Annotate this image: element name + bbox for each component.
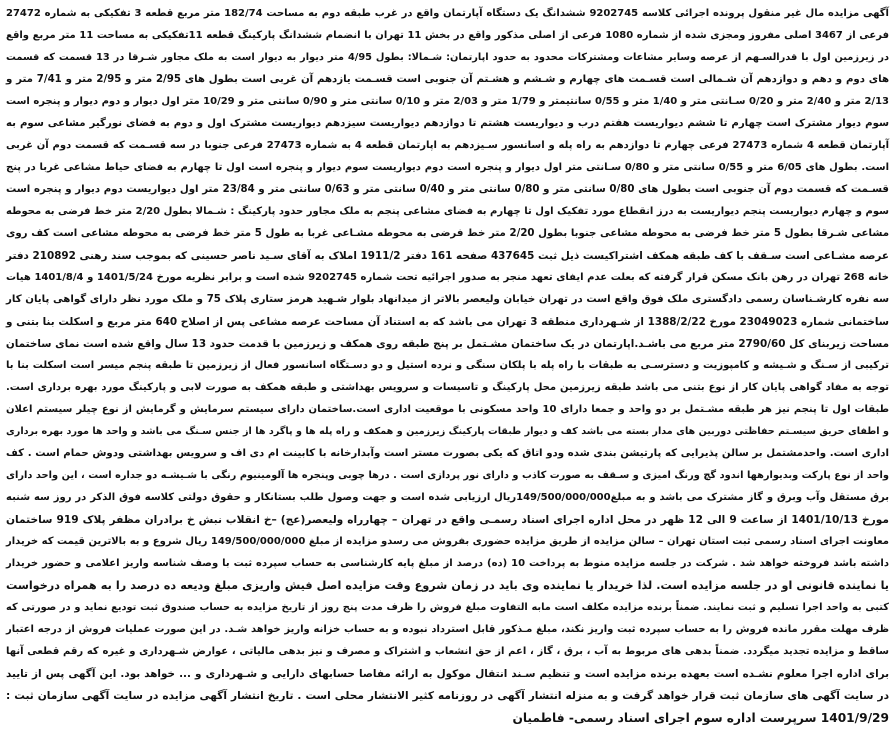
- notice-line: 1401/9/29 سرپرست اداره سوم اجرای اسناد رسمی- فاطمیان: [512, 711, 889, 725]
- notice-line: برق مستقل وآب وبرق و گاز مشترک می باشد و به مبلغ149/500/000/000ریال ارزیابی شده است و جهت وصول طلب بستانکار و حقوق دولتی کلاسه فوق الذکر در روز سه شنبه: [6, 492, 890, 503]
- notice-line: مورخ 1401/10/13 از ساعت 9 الی 12 ظهر در محل اداره اجرای اسناد رسمـی واقع در تهران – چهارراه ولیعصر(عج) –خ انقلاب نبش خ برادران مظفر پلاک 919 ساختمان: [6, 514, 889, 526]
- notice-line: معاونت اجرای اسناد رسمی ثبت استان تهران – سالن مزایده از طریق مزایده حضوری بفروش می رسدو مزایده از مبلغ 149/500/000/000 ریال شروع و به بالاترین قیمت که خریدار: [6, 536, 890, 547]
- notice-line: مشاعی شـرقا بطول 5 متر خط فرضی به محوطه مشاعی جنوبا بطول 2/20 متر خط فرضی به محوطه مشـاعی غربا به طول 5 متر خط فرضی به محوطه مشاعی است کف روی: [6, 228, 889, 239]
- notice-line: سوم دیوار مشترک است چهارم تا ششم دیواریست هفتم درب و دیواریست هشتم تا دوازدهم دیواریست سیزدهم دیواریست مشترک اول و دوم به فضای نورگیر مشاعی سوم به: [6, 118, 889, 129]
- notice-line: اداری است. واحدمشتمل بر سالن پذیرایی که پارتیشن بندی شده ودو اتاق که یکی بصورت مستر است وآبدارخانه با کابینت ام دی اف و سرویس بهداشتی ودوش حمام است . کف: [6, 448, 889, 459]
- notice-line: قسـمت که قسمت دوم آن جنوبی است بطول های 0/80 سانتی متر و 0/80 سانتی متر و 0/40 سانتی متر و 0/63 سانتی متر و 23/84 متر اول دیواریست دوم دیوار و پنجره است: [6, 184, 889, 195]
- notice-line: عرصه مشـاعی است سـقف با کف طبقه همکف اشتراکیست ذیل ثبت 437645 صفحه 161 دفتر 1911/2 املاک به آقای سـید ناصر حسینی که بموجب سند رهنی 210892 دفتر: [6, 250, 889, 262]
- notice-line: ساقط و مزایده تجدید میگردد. ضمناً بدهی های مربوط به آب ، برق ، گاز ، اعم از حق انشعاب و اشتراک و مصرف و نیز بدهی مالیاتی ، عوارض شـهرداری و غیره که رقم قطعی آنها: [6, 646, 889, 657]
- notice-line: ساختمانی شماره 23049023 مورخ 1388/2/22 از شـهرداری منطقه 3 تهران می باشد که به استناد آن مساحت عرصه مشاعی پس از اصلاح 640 متر مربع و اسکلت بنا بتنی و: [6, 316, 889, 328]
- notice-line: ظرف مهلت مقرر مانده فروش را به حساب سپرده ثبت واریز نکند، مبلغ مـذکور قابل استرداد نبوده و به حساب خزانه واریز خواهد شـد. در این صورت عملیات فروش از درجه اعتبار: [6, 624, 889, 635]
- notice-line: مساحت زیربنای کل 2790/60 متر مربع می باشـد.اپارتمان در یک ساختمان مشـتمل بر پنج طبقه روی همکف و زیرزمین با قدمت حدود 13 سال واقع شده است نمای ساختمان: [5, 338, 889, 350]
- notice-line: و اطفای حریق سیسـتم حفاظتی دوربین های مدار بسته می باشد کف و دیوار طبقات پارکینگ زیرزمین و همکف و راه پله ها و پاگرد ها از جنس سـنگ می باشد و واحد ها مورد بهره برداری: [6, 426, 889, 437]
- notice-line: آگهی مزایده مال غیر منقول پرونده اجرائی کلاسه 9202745 ششدانگ یک دستگاه آپارتمان واقع در غرب طبقه دوم به مساحت 182/74 متر مربع قطعه 3 تفکیکی به شماره 27472: [6, 8, 889, 19]
- notice-line: های دوم و دهم و دوازدهم آن شـمالی است قسـمت های چهارم و شـشم و هشـتم آن جنوبی است قسـمت یازدهم آن غربی است بطول های 2/95 متر و 2/95 متر و 7/41 متر و: [6, 74, 890, 85]
- notice-line: توجه به مفاد گواهی پایان کار از نوع بتنی می باشد طبقه زیرزمین محل پارکینگ و تاسیسات و سرویس بهداشتی و طبقه همکف به صورت لابی و پارکینگ مورد بهره برداری است.: [6, 382, 889, 393]
- notice-line: کتبی به واحد اجرا تسلیم و ثبت نمایند. ضمناً برنده مزایده مکلف است مابه التفاوت مبلغ فروش را ظرف مدت پنج روز از تاریخ مزایده به حساب صندوق ثبت تودیع نماید و در صورتی که: [6, 602, 889, 613]
- notice-line: سه نفره کارشـناسان رسمی دادگستری ملک فوق واقع است در تهران خیابان ولیعصر بالاتر از میدانهاد بلوار شـهید هرمز ستاری پلاک 75 و ملک مورد نظر دارای گواهی پایان کار: [6, 294, 889, 305]
- notice-line: 2/13 متر و 2/40 متر و 0/20 سـانتی متر و 1/40 متر و 0/55 سانتیمتر و 1/79 متر و 2/03 متر و 0/10 سانتی متر و 0/90 سانتی متر و 10/29 متر اول دیوار و دوم دیوار و پنجره است: [6, 96, 889, 107]
- notice-line: یا نماینده قانونی او در جلسه مزایده است. لذا خریدار یا نماینده وی باید در زمان شروع وقت مزایده اصل فیش واریزی مبلغ ودیعه ده درصد را به همراه درخواست: [6, 579, 889, 592]
- notice-line: آپارتمان قطعه 4 شماره 27473 فرعی چهارم تا دوازدهم به راه پله و اسانسور سـیزدهم به اپارتمان قطعه 4 به شماره 27473 فرعی جنوبا در سه قسـمت که قسمت دوم آن غربی: [6, 140, 890, 151]
- notice-line: است. بطول های 6/05 متر و 0/55 سانتی متر و 0/80 سـانتی متر اول دیوار و پنجره است دوم دیواریست سوم دیوار و پنجره است اول تا چهارم به فضای حیاط مشاعی غربا در پنج: [6, 162, 890, 173]
- notice-line: داشته باشد فروخته خواهد شد . شرکت در جلسه مزایده منوط به پرداخت 10 (ده) درصد از مبلغ پایه کارشناسی به حساب سپرده ثبت با وصف شناسه واریز اعلامی و حضور خریدار: [6, 558, 889, 569]
- notice-line: فرعی از 3467 اصلی مفروز ومجزی شده از شماره 1080 فرعی از اصلی مذکور واقع در بخش 11 تهران با انضمام ششدانگ پارکینگ قطعه 11تفکیکی به مساحت 11 متر مربع واقع: [6, 30, 889, 41]
- notice-line: خانه 268 تهران در رهن بانک مسکن قرار گرفته که بعلت عدم ایفای تعهد منجر به صدور اجرائیه تحت شماره 9202745 شده است و برابر نظریه مورخ 1401/5/24 و 1401/8/4 هیات: [6, 272, 889, 283]
- notice-line: در زیرزمین اول با قدرالسـهم از عرصه وسایر مشاعات ومشترکات محدود به حدود اپارتمان: شـمالا: بطول 4/95 متر دیوار به دیوار است به ملک مجاور شـرقا در 13 قسمت که قسمت: [6, 52, 889, 63]
- auction-notice: [5, 3, 890, 725]
- notice-line: واحد از نوع پارکت وبدیوارهها اندود گچ ورنگ امیزی و سـقف به صورت کاذب و دارای نور پردازی است . درها چوبی وپنجره ها آلومینیوم رنگی با شـیشـه دو جداره است ، این واحد دارای: [6, 470, 889, 481]
- notice-line: ترکیبی از سـنگ و شـیشه و کامپوزیت و دسترسـی به طبقات با راه پله با پلکان سنگی و نرده استیل و دو دسـتگاه اسانسور فعال از زیرزمین تا طبقه پنجم میسر است اسکلت بنا با: [6, 360, 889, 371]
- notice-line: سوم و چهارم دیواریست پنجم دیواریست به درز انقطاع مورد تفکیک اول تا چهارم به فضای مشاعی پنجم به ملک مجاور حدود پارکینگ : شـمالا بطول 2/20 متر خط فرضی به محوطه: [6, 206, 889, 217]
- notice-line: طبقات اول تا پنجم نیز هر طبقه مشـتمل بر دو واحد و جمعا دارای 10 واحد مسکونی با موقعیت اداری است.ساختمان دارای سیستم سرمایش و گرمایش از نوع چیلر سیستم اعلان: [6, 404, 889, 415]
- notice-line: در سایت آگهی های سازمان ثبت قرار خواهد گرفت و به منزله انتشار آگهی در روزنامه کثیر الانتشار محلی است . تاریخ انتشار آگهی مزایده در سایت آگهی سازمان ثبت :: [6, 690, 889, 702]
- notice-line: برای اداره اجرا معلوم نشـده است بعهده برنده مزایده است و تنظیم سـند انتقال موکول به ارائه مفاصا حسابهای دارایی و شـهرداری و ... خواهد بود. این آگهی پس از تایید: [6, 668, 889, 680]
